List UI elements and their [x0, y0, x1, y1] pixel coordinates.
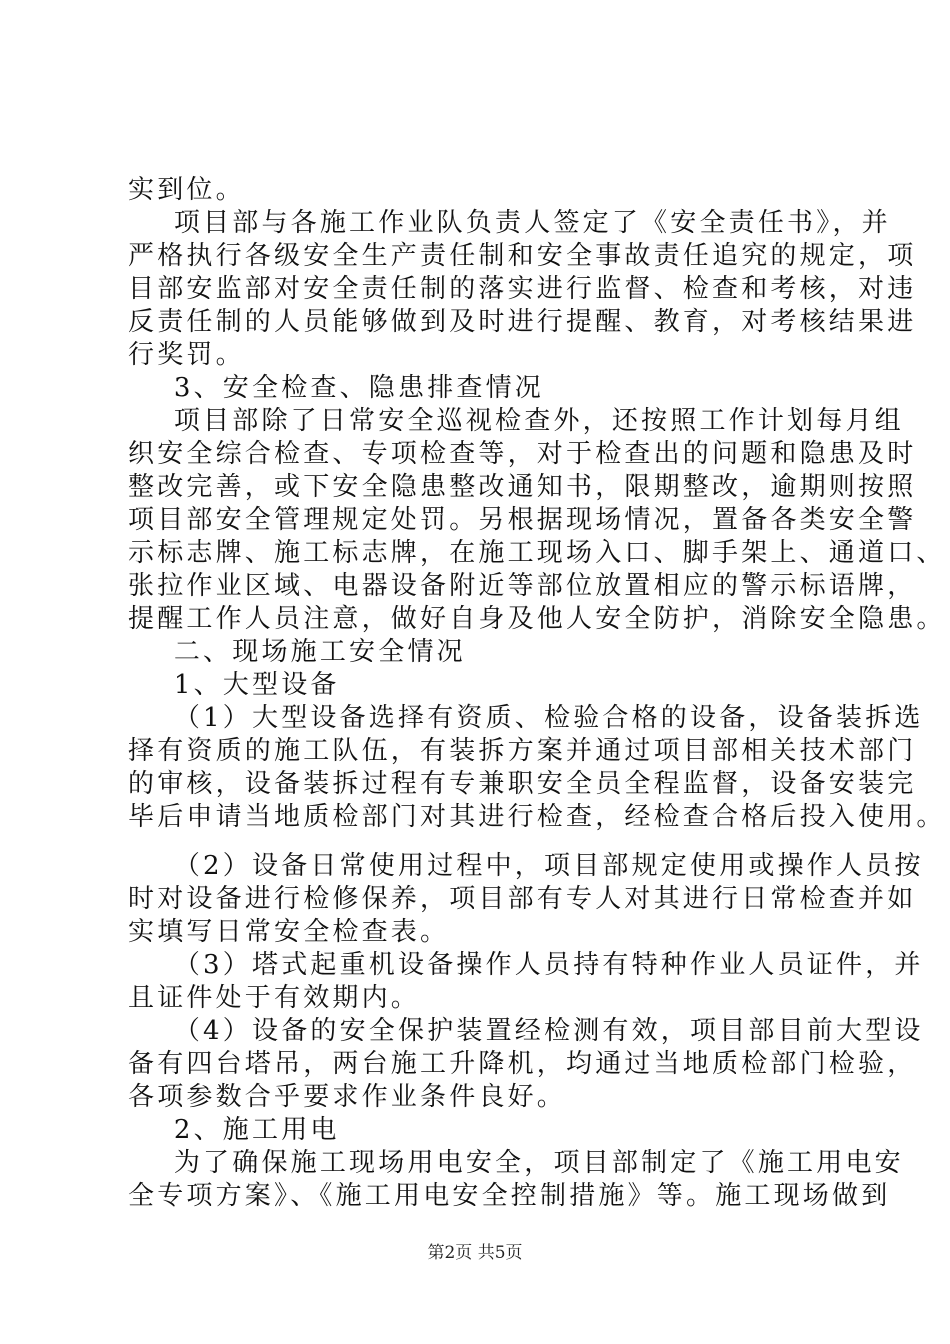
- text-line: 各项参数合乎要求作业条件良好。: [128, 1082, 567, 1112]
- text-line: 全专项方案》、《施工用电安全控制措施》等。施工现场做到: [128, 1181, 891, 1211]
- text-line: 项目部除了日常安全巡视检查外，还按照工作计划每月组: [128, 406, 904, 436]
- text-line: （1）大型设备选择有资质、检验合格的设备，设备装拆选: [128, 703, 924, 733]
- text-line: 且证件处于有效期内。: [128, 983, 421, 1013]
- text-line: 实填写日常安全检查表。: [128, 917, 450, 947]
- text-line: 严格执行各级安全生产责任制和安全事故责任追究的规定，项: [128, 241, 917, 271]
- text-line: 织安全综合检查、专项检查等，对于检查出的问题和隐患及时: [128, 439, 917, 469]
- text-line: 行奖罚。: [128, 340, 245, 370]
- section-heading: 1、大型设备: [128, 670, 340, 700]
- text-line: 目部安监部对安全责任制的落实进行监督、检查和考核，对违: [128, 274, 917, 304]
- text-line: （4）设备的安全保护装置经检测有效，项目部目前大型设: [128, 1016, 924, 1046]
- text-line: （2）设备日常使用过程中，项目部规定使用或操作人员按: [128, 851, 924, 881]
- text-line: 项目部与各施工作业队负责人签定了《安全责任书》，并: [128, 208, 891, 238]
- text-line: 毕后申请当地质检部门对其进行检查，经检查合格后投入使用。: [128, 802, 946, 832]
- text-line: 为了确保施工现场用电安全，项目部制定了《施工用电安: [128, 1148, 904, 1178]
- text-line: 提醒工作人员注意，做好自身及他人安全防护，消除安全隐患。: [128, 604, 946, 634]
- text-line: 项目部安全管理规定处罚。另根据现场情况，置备各类安全警: [128, 505, 917, 535]
- page-number-footer: 第2页 共5页: [427, 1243, 523, 1263]
- text-line: 择有资质的施工队伍，有装拆方案并通过项目部相关技术部门: [128, 736, 917, 766]
- text-line: 时对设备进行检修保养，项目部有专人对其进行日常检查并如: [128, 884, 917, 914]
- text-line: 张拉作业区域、电器设备附近等部位放置相应的警示标语牌，: [128, 571, 917, 601]
- text-line: 备有四台塔吊，两台施工升降机，均通过当地质检部门检验，: [128, 1049, 917, 1079]
- text-line: 实到位。: [128, 175, 245, 205]
- section-heading: 3、安全检查、隐患排查情况: [128, 373, 545, 403]
- text-line: 示标志牌、施工标志牌，在施工现场入口、脚手架上、通道口、: [128, 538, 946, 568]
- section-heading: 2、施工用电: [128, 1115, 340, 1145]
- section-heading: 二、现场施工安全情况: [128, 637, 466, 667]
- text-line: 的审核，设备装拆过程有专兼职安全员全程监督，设备安装完: [128, 769, 917, 799]
- text-line: 整改完善，或下安全隐患整改通知书，限期整改，逾期则按照: [128, 472, 917, 502]
- text-line: 反责任制的人员能够做到及时进行提醒、教育，对考核结果进: [128, 307, 917, 337]
- text-line: （3）塔式起重机设备操作人员持有特种作业人员证件，并: [128, 950, 924, 980]
